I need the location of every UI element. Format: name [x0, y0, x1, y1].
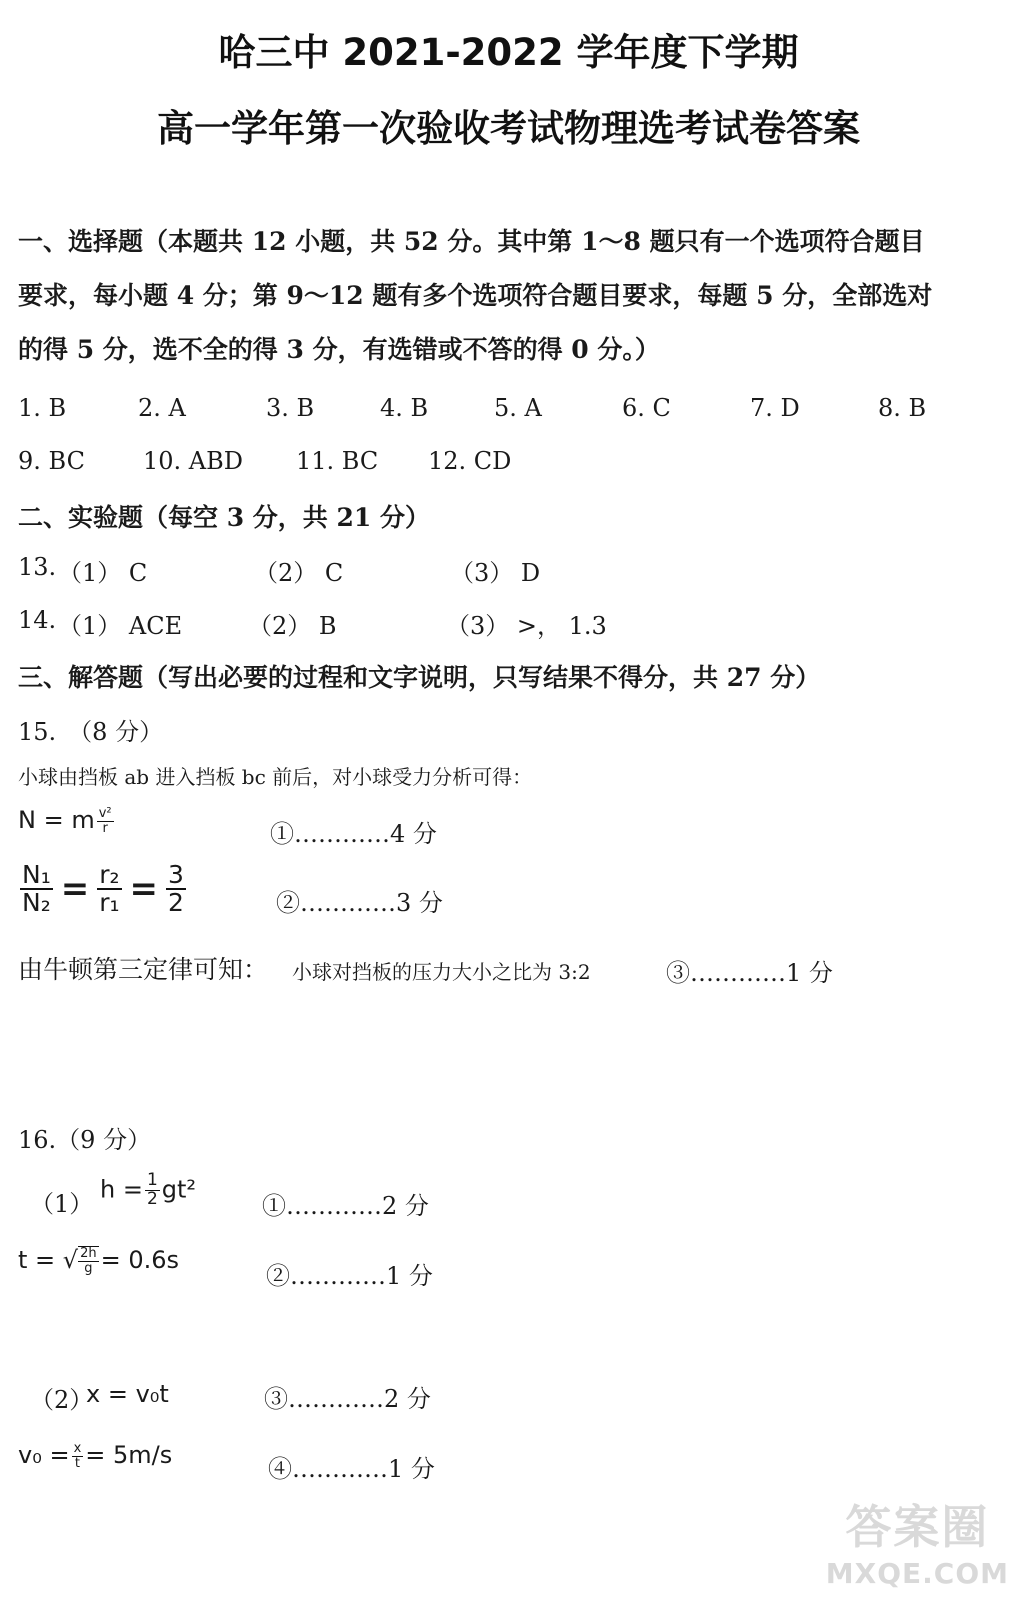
answer-2: 2. A — [138, 394, 186, 422]
answer-1: 1. B — [18, 394, 67, 422]
q16-equation-3: x = v₀t — [86, 1380, 169, 1408]
q16-mark-2: ②…………1 分 — [266, 1262, 433, 1290]
answer-10: 10. ABD — [143, 447, 244, 475]
answer-4: 4. B — [380, 394, 429, 422]
q13-answer-2: （2） C — [254, 559, 344, 587]
q15-intro: 小球由挡板 ab 进入挡板 bc 前后，对小球受力分析可得： — [18, 765, 533, 789]
answer-3: 3. B — [266, 394, 315, 422]
page-title-line2: 高一学年第一次验收考试物理选考试卷答案 — [157, 107, 860, 150]
watermark — [826, 1491, 1009, 1590]
answer-7: 7. D — [750, 394, 800, 422]
answer-6: 6. C — [622, 394, 671, 422]
watermark-line1: 答案圈 — [845, 1500, 990, 1554]
q13-answer-3: （3） D — [450, 559, 541, 587]
q16-equation-2: t = √ $\frac{2h}{g}$ = 0.6s — [18, 1246, 180, 1276]
eq-sqrt-fraction: $\frac{2h}{g}$ — [80, 1246, 97, 1276]
q14-answer-2: （2） B — [248, 612, 337, 640]
q16-equation-1: h = $\frac{1}{2}$ gt² — [100, 1170, 197, 1209]
q14-number: 14. — [18, 606, 57, 634]
section2-heading: 二、实验题（每空 3 分，共 21 分） — [18, 503, 431, 532]
q15-equation-2: $\frac{\text{N₁}}{\text{N₂}}$ = $\frac{\text{r₂}}{\text{r₁}}$ = $\frac{3}{2}$ — [22, 860, 184, 918]
eq-xt-fraction: $\frac{x}{t}$ — [73, 1440, 82, 1471]
q15-mark-3: ③…………1 分 — [666, 959, 833, 987]
section1-heading-line3: 的得 5 分，选不全的得 3 分，有选错或不答的得 0 分。） — [18, 335, 660, 364]
q13-number: 13. — [18, 553, 57, 581]
q15-conclusion: 小球对挡板的压力大小之比为 3:2 — [292, 960, 591, 984]
q16-mark-4: ④…………1 分 — [268, 1455, 435, 1483]
q15-header: 15. （8 分） — [18, 718, 164, 746]
section3-heading: 三、解答题（写出必要的过程和文字说明，只写结果不得分，共 27 分） — [18, 663, 821, 692]
q15-conclusion-lead: 由牛顿第三定律可知： — [18, 955, 269, 984]
eq2-fraction-3: $\frac{3}{2}$ — [168, 860, 184, 918]
eq1-numerator: v² — [98, 805, 112, 821]
q15-mark-1: ①…………4 分 — [270, 820, 437, 848]
eq1-denominator: r — [102, 820, 108, 836]
answer-12: 12. CD — [428, 447, 512, 475]
page-title-line1: 哈三中 2021-2022 学年度下学期 — [218, 31, 799, 74]
eq-half-fraction: $\frac{1}{2}$ — [146, 1170, 158, 1209]
q15-equation-1 — [18, 806, 116, 835]
q13-answer-1: （1） C — [58, 559, 148, 587]
eq1-fraction — [97, 807, 114, 835]
q14-answer-1: （1） ACE — [58, 612, 183, 640]
q16-equation-4: v₀ = $\frac{x}{t}$ = 5m/s — [18, 1440, 173, 1471]
answer-11: 11. BC — [296, 447, 379, 475]
eq2-fraction-1: $\frac{\text{N₁}}{\text{N₂}}$ — [22, 860, 51, 918]
q16-part1-label: （1） — [30, 1190, 94, 1218]
section1-heading-line2: 要求，每小题 4 分；第 9～12 题有多个选项符合题目要求，每题 5 分，全部选对 — [18, 281, 933, 310]
eq1-lhs: N = m — [18, 806, 95, 834]
section1-heading-line1: 一、选择题（本题共 12 小题，共 52 分。其中第 1～8 题只有一个选项符合题目 — [18, 227, 925, 256]
q16-mark-3: ③…………2 分 — [264, 1385, 431, 1413]
q16-part2-label: （2） — [30, 1386, 94, 1414]
watermark-line2: MXQE.COM — [825, 1557, 1009, 1590]
q16-mark-1: ①…………2 分 — [262, 1192, 429, 1220]
q16-header: 16.（9 分） — [18, 1126, 152, 1154]
answer-5: 5. A — [494, 394, 542, 422]
q14-answer-3: （3） >， 1.3 — [446, 612, 607, 640]
eq2-fraction-2: $\frac{\text{r₂}}{\text{r₁}}$ — [99, 860, 120, 918]
q15-mark-2: ②…………3 分 — [276, 889, 443, 917]
answer-9: 9. BC — [18, 447, 85, 475]
answer-8: 8. B — [878, 394, 927, 422]
